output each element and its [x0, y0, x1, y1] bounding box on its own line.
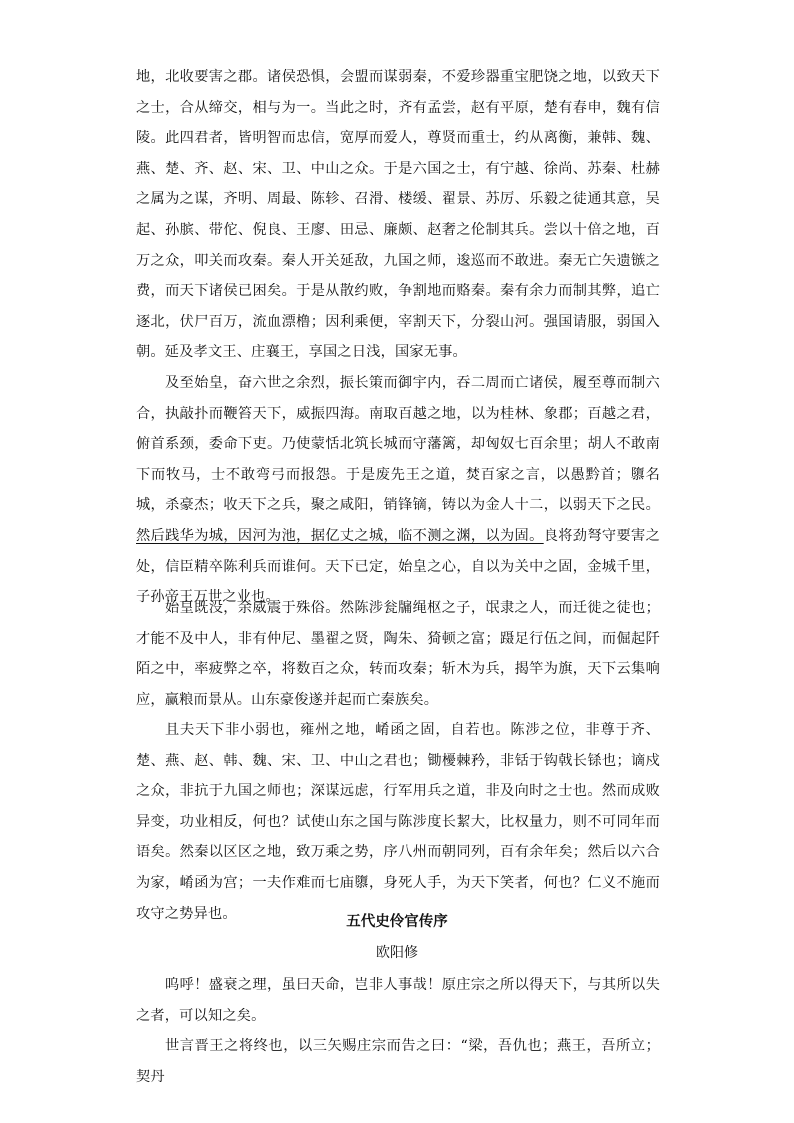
paragraph-3: 始皇既没，余威震于殊俗。然陈涉瓮牖绳枢之子，氓隶之人，而迁徙之徒也；才能不及中人，非有仲尼、墨翟之贤，陶朱、猗顿之富；蹑足行伍之间，而倔起阡陌之中，率疲弊之卒，将数百之众，转而攻秦；斩木为兵，揭竿为旗，天下云集响应，赢粮而景从。山东豪俊遂并起而亡秦族矣。 [136, 600, 660, 708]
essay-title: 五代史伶官传序 [346, 913, 448, 930]
paragraph-2-text-a: 及至始皇，奋六世之余烈，振长策而御宇内，吞二周而亡诸侯，履至尊而制六合，执敲扑而鞭笞天下，威振四海。南取百越之地，以为桂林、象郡；百越之君，俯首系颈，委命下吏。乃使蒙恬北筑长城而守藩篱，却匈奴七百余里；胡人不敢南下而牧马，士不敢弯弓而报怨。于是废先王之道，焚百家之言，以愚黔首；隳名城，杀豪杰；收天下之兵，聚之咸阳，销锋镝，铸以为金人十二，以弱天下之民。 [136, 375, 660, 514]
paragraph-2-text-b: 良将劲弩守要害之处，信臣精卒陈利兵而谁何。天下已定，始皇之心，自以为关中之固，金城千里，子孙帝王万世之业也。 [136, 527, 660, 606]
paragraph-6: 世言晋王之将终也，以三矢赐庄宗而告之曰：“梁，吾仇也；燕王，吾所立；契丹 [136, 1038, 660, 1085]
paragraph-1: 地，北收要害之郡。诸侯恐惧，会盟而谋弱秦，不爱珍器重宝肥饶之地，以致天下之士，合从缔交，相与为一。当此之时，齐有孟尝，赵有平原，楚有春申，魏有信陵。此四君者，皆明智而忠信，宽厚而爱人，尊贤而重士，约从离衡，兼韩、魏、燕、楚、齐、赵、宋、卫、中山之众。于是六国之士，有宁越、徐尚、苏秦、杜赫之属为之谋，齐明、周最、陈轸、召滑、楼缓、翟景、苏厉、乐毅之徒通其意，吴起、孙膑、带佗、倪良、王廖、田忌、廉颇、赵奢之伦制其兵。尝以十倍之地，百万之众，叩关而攻秦。秦人开关延敌，九国之师，逡巡而不敢进。秦无亡矢遗镞之费，而天下诸侯已困矣。于是从散约败，争割地而赂秦。秦有余力而制其弊，追亡逐北，伏尸百万，流血漂橹；因利乘便，宰割天下，分裂山河。强国请服，弱国入朝。延及孝文王、庄襄王，享国之日浅，国家无事。 [136, 69, 660, 361]
paragraph-5: 呜呼！盛衰之理，虽曰天命，岂非人事哉！原庄宗之所以得天下，与其所以失之者，可以知之矣。 [136, 977, 660, 1024]
paragraph-4: 且夫天下非小弱也，雍州之地，崤函之固，自若也。陈涉之位，非尊于齐、楚、燕、赵、韩、魏、宋、卫、中山之君也；锄櫌棘矜，非铦于钩戟长铩也；谪戍之众，非抗于九国之师也；深谋远虑，行军用兵之道，非及向时之士也。然而成败异变，功业相反，何也？试使山东之国与陈涉度长絜大，比权量力，则不可同年而语矣。然秦以区区之地，致万乘之势，序八州而朝同列，百有余年矣；然后以六合为家，崤函为宫；一夫作难而七庙隳，身死人手，为天下笑者，何也？仁义不施而攻守之势异也。 [136, 722, 660, 922]
essay-author: 欧阳修 [376, 945, 418, 961]
paragraph-2 [136, 368, 660, 613]
underlined-sentence: 然后践华为城，因河为池，据亿丈之城，临不测之渊，以为固。 [136, 527, 544, 544]
